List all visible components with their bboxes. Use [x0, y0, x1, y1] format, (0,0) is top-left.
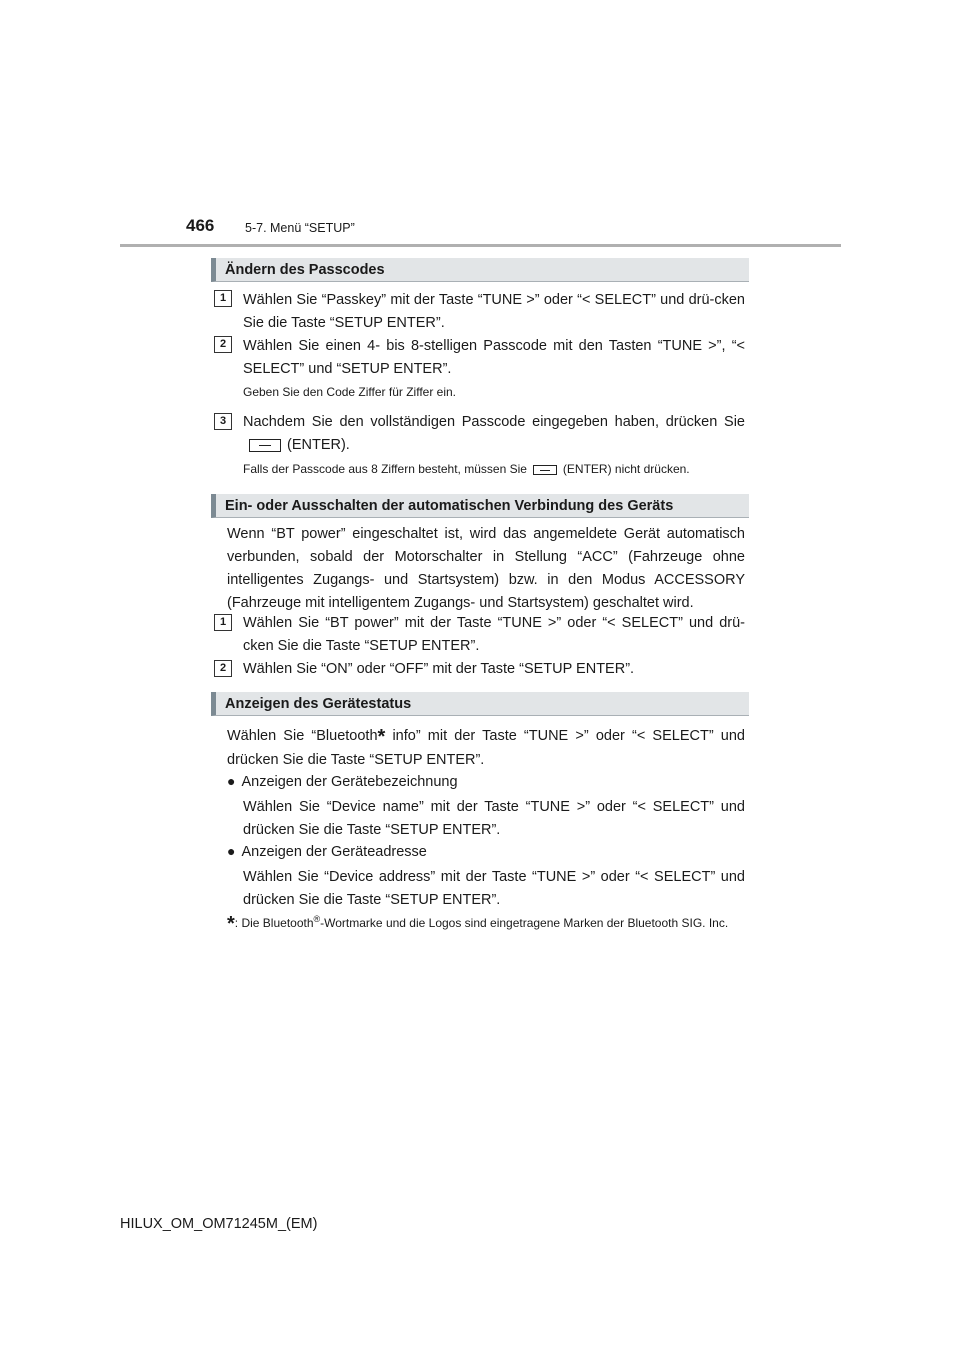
- section-intro: [227, 724, 745, 772]
- step-number: 3: [214, 413, 232, 430]
- bullet-title: Anzeigen der Geräteadresse: [241, 844, 427, 860]
- step-text: [243, 411, 745, 457]
- footnote-star: *: [227, 913, 235, 935]
- footnote-star: *: [377, 726, 386, 748]
- bullet-icon: ●: [227, 773, 236, 789]
- step-number: 2: [214, 660, 232, 677]
- page-number: 466: [186, 216, 215, 235]
- step-text: Wählen Sie einen 4- bis 8-stelligen Passcode mit den Tasten “TUNE >”, “< SELECT” und “SETUP ENTER”.: [243, 338, 745, 377]
- section-title: Ändern des Passcodes: [225, 262, 385, 278]
- enter-key-icon: [249, 439, 281, 452]
- document-code: HILUX_OM_OM71245M_(EM): [120, 1216, 318, 1232]
- section-title: Anzeigen des Gerätestatus: [225, 696, 412, 712]
- step-text-part: Nachdem Sie den vollständigen Passcode eingegeben haben, drücken Sie: [243, 414, 745, 430]
- bullet-icon: ●: [227, 843, 236, 859]
- step-text: Wählen Sie “ON” oder “OFF” mit der Taste “SETUP ENTER”.: [243, 661, 635, 677]
- footnote-part: : Die Bluetooth: [234, 916, 314, 930]
- bullet-item: [227, 770, 745, 794]
- step-text-part: (ENTER).: [287, 437, 350, 453]
- step-number: 1: [214, 614, 232, 631]
- intro-part: info” mit der Taste “TUNE >” oder “< SELECT” und drücken Sie die Taste “SETUP ENTER”.: [227, 728, 745, 768]
- chapter-title: 5-7. Menü “SETUP”: [245, 221, 355, 235]
- footnote: [227, 913, 745, 935]
- enter-key-icon: [533, 465, 557, 475]
- step-text: Wählen Sie “BT power” mit der Taste “TUNE >” oder “< SELECT” und drü-cken Sie die Taste “SETUP ENTER”.: [243, 615, 745, 654]
- note-part: Falls der Passcode aus 8 Ziffern besteht, müssen Sie: [243, 462, 527, 476]
- section-title: Ein- oder Ausschalten der automatischen Verbindung des Geräts: [225, 498, 674, 514]
- step-note: Geben Sie den Code Ziffer für Ziffer ein.: [243, 385, 457, 399]
- section-heading-auto-connect: [211, 494, 749, 518]
- step-text: Wählen Sie “Passkey” mit der Taste “TUNE >” oder “< SELECT” und drü-cken Sie die Taste “SETUP ENTER”.: [243, 292, 745, 331]
- registered-mark: ®: [313, 914, 321, 924]
- step-note: [243, 461, 753, 477]
- bullet-item: [227, 840, 745, 864]
- header-divider: [120, 244, 841, 247]
- bullet-text: Wählen Sie “Device address” mit der Taste “TUNE >” oder “< SELECT” und drücken Sie die Taste “SETUP ENTER”.: [243, 869, 745, 908]
- bullet-title: Anzeigen der Gerätebezeichnung: [241, 774, 458, 790]
- section-heading-device-status: [211, 692, 749, 716]
- footnote-part: -Wortmarke und die Logos sind eingetragene Marken der Bluetooth SIG. Inc.: [320, 916, 729, 930]
- bullet-text: Wählen Sie “Device name” mit der Taste “TUNE >” oder “< SELECT” und drücken Sie die Taste “SETUP ENTER”.: [243, 799, 745, 838]
- step-number: 1: [214, 290, 232, 307]
- step-number: 2: [214, 336, 232, 353]
- note-part: (ENTER) nicht drücken.: [562, 462, 690, 476]
- section-heading-passcode: [211, 258, 749, 282]
- intro-part: Wählen Sie “Bluetooth: [227, 728, 378, 744]
- section-intro: Wenn “BT power” eingeschaltet ist, wird das angemeldete Gerät automatisch verbunden, sobald der Motorschalter in Stellung “ACC” (Fahrzeuge ohne intelligentes Zugangs- und Startsystem) bzw. in den Modus ACCESSORY (Fahrzeuge mit intelligentem Zugangs- und Startsystem) geschaltet wird.: [227, 526, 745, 611]
